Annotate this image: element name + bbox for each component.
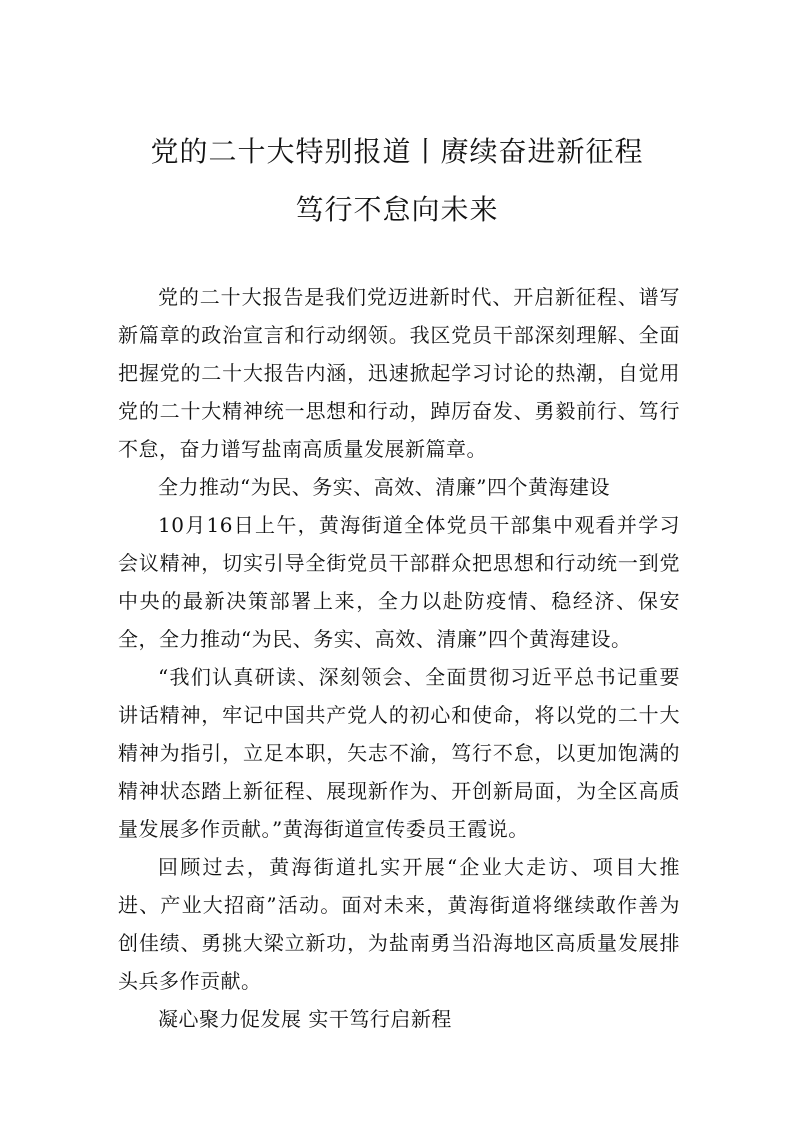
document-body <box>118 278 680 1038</box>
paragraph-intro: 党的二十大报告是我们党迈进新时代、开启新征程、谱写新篇章的政治宣言和行动纲领。我区党员干部深刻理解、全面把握党的二十大报告内涵，迅速掀起学习讨论的热潮，自觉用党的二十大精神统一思想和行动，踔厉奋发、勇毅前行、笃行不怠，奋力谱写盐南高质量发展新篇章。 <box>118 285 680 461</box>
document-subtitle: 笃行不怠向未来 <box>295 193 499 226</box>
paragraph-review: 回顾过去，黄海街道扎实开展“企业大走访、项目大推进、产业大招商”活动。面对未来，黄海街道将继续敢作善为创佳绩、勇挑大梁立新功，为盐南勇当沿海地区高质量发展排头兵多作贡献。 <box>118 855 680 993</box>
section-heading-four-huanghai: 全力推动“为民、务实、高效、清廉”四个黄海建设 <box>158 475 610 499</box>
document-title: 党的二十大特别报道丨赓续奋进新征程 <box>150 135 644 168</box>
section-heading-development: 凝心聚力促发展 实干笃行启新程 <box>158 1007 452 1031</box>
paragraph-quote: “我们认真研读、深刻领会、全面贯彻习近平总书记重要讲话精神，牢记中国共产党人的初心和使命，将以党的二十大精神为指引，立足本职，矢志不渝，笃行不怠，以更加饱满的精神状态踏上新征程、展现新作为、开创新局面，为全区高质量发展多作贡献。”黄海街道宣传委员王霞说。 <box>118 665 680 841</box>
paragraph-oct-16: 10月16日上午，黄海街道全体党员干部集中观看并学习会议精神，切实引导全街党员干部群众把思想和行动统一到党中央的最新决策部署上来，全力以赴防疫情、稳经济、保安全，全力推动“为民、务实、高效、清廉”四个黄海建设。 <box>118 513 680 651</box>
